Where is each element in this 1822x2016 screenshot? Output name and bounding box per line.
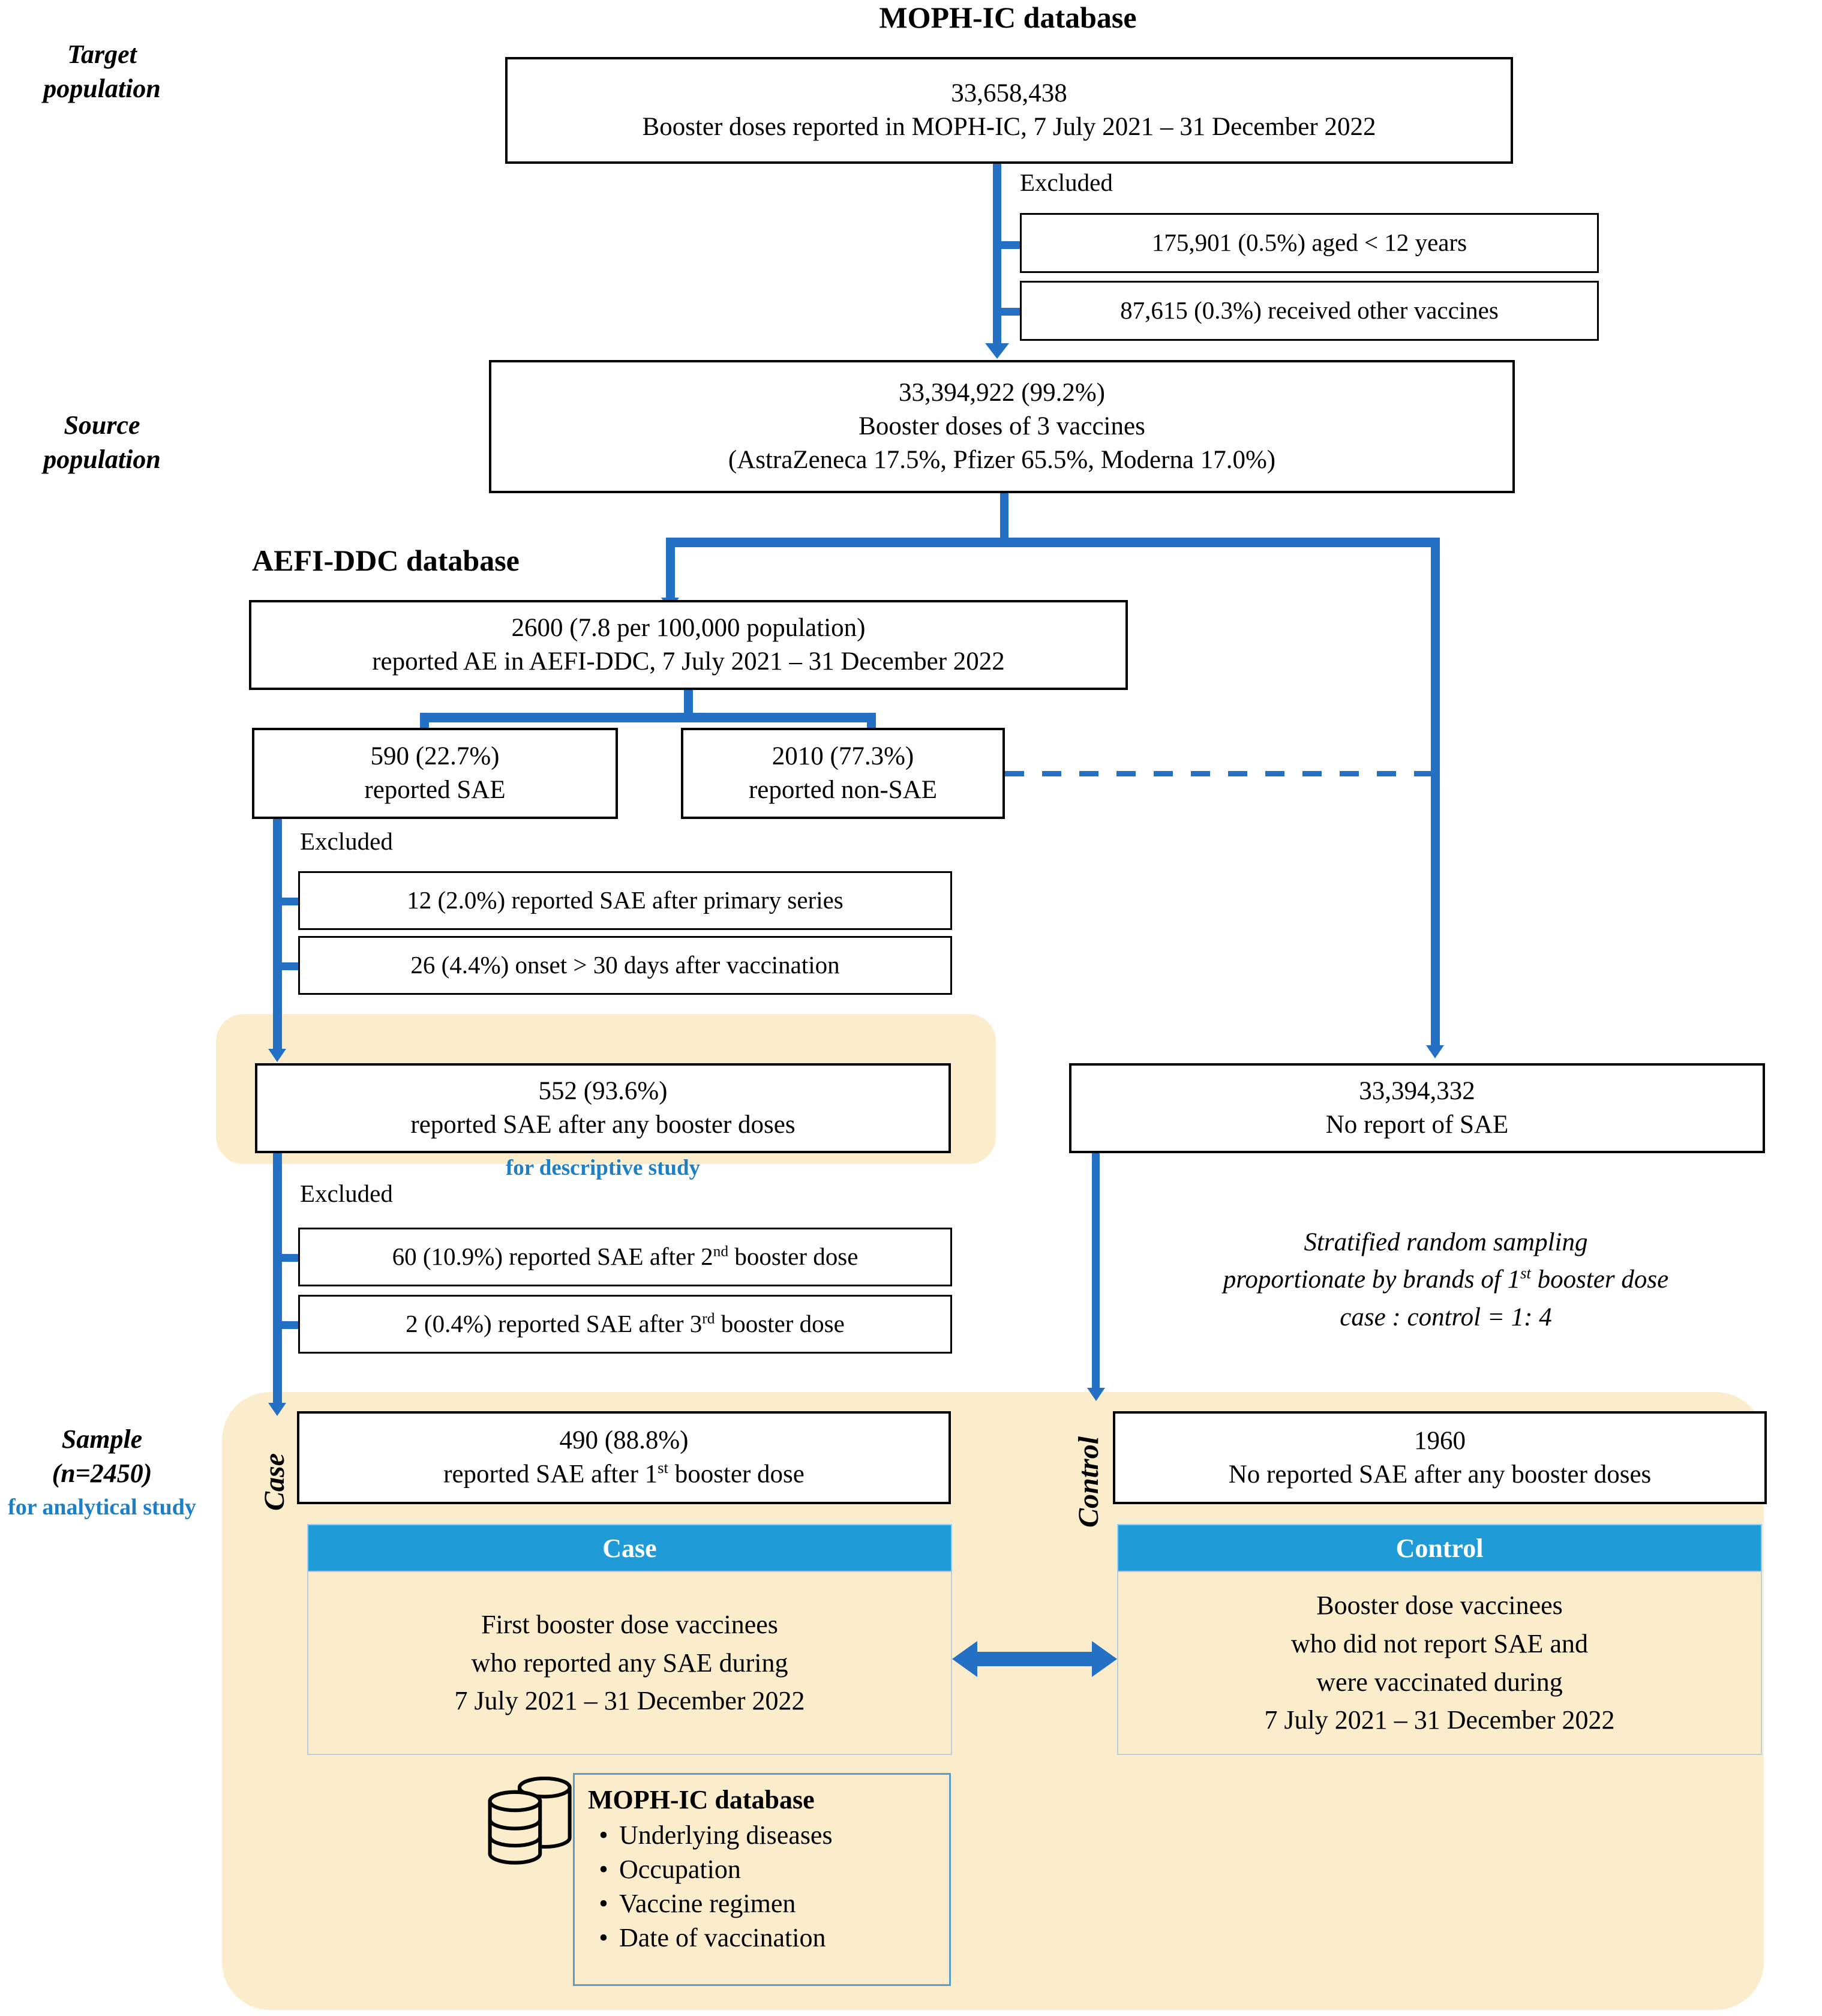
sampling-note [1116,1224,1776,1336]
sae-first-booster-count: 490 (88.8%) [559,1426,689,1455]
target-population-count: 33,658,438 [951,79,1067,108]
box-control-count [1113,1411,1767,1504]
sampling-note-line2-post: booster dose [1530,1265,1669,1294]
control-count-desc: No reported SAE after any booster doses [1228,1460,1652,1489]
excluded-caption-1: Excluded [1020,169,1113,196]
sampling-note-line3: case : control = 1: 4 [1340,1303,1552,1331]
aefi-reported-count: 2600 (7.8 per 100,000 population) [511,614,866,643]
box-sae-any-booster [255,1063,951,1153]
exclusion-2b-text: 26 (4.4%) onset > 30 days after vaccination [410,951,840,979]
arrow-sae-to-any-booster [268,1049,286,1062]
box-source-population [489,360,1515,493]
sae-any-booster-count: 552 (93.6%) [538,1077,668,1106]
source-population-count: 33,394,922 (99.2%) [899,379,1105,407]
connector-source-stem [1000,493,1008,544]
database-panel-item [588,1820,943,1850]
database-panel-item [588,1922,943,1953]
excluded-caption-2: Excluded [300,827,393,855]
database-panel-item-label: Occupation [619,1855,741,1884]
moph-ic-database-panel [573,1773,951,1986]
sampling-note-line1: Stratified random sampling [1304,1228,1588,1256]
stage-sample-note: for analytical study [8,1495,196,1520]
case-card-line-3: 7 July 2021 – 31 December 2022 [454,1686,805,1716]
case-control-arrow-left-head [952,1641,977,1677]
arm-label-case: Case [259,1453,290,1511]
exclusion-box-2b [298,936,952,995]
control-card-line-1: Booster dose vaccinees [1316,1590,1563,1620]
box-no-report-sae [1069,1063,1765,1153]
database-panel-title: MOPH-IC database [588,1785,815,1814]
bullet-icon: • [599,1889,608,1918]
arrow-source-to-no-report [1426,1045,1444,1058]
exclusion-3a-text: 60 (10.9%) reported SAE after 2nd booster dose [392,1243,859,1271]
arrow-any-booster-to-first-booster [268,1403,286,1416]
bullet-icon: • [599,1855,608,1884]
sae-any-booster-desc: reported SAE after any booster doses [410,1111,796,1139]
arrow-target-to-source [985,343,1009,359]
stage-sample-line1: Sample [61,1424,143,1454]
arm-label-control: Control [1073,1436,1104,1528]
case-control-arrow-shaft [977,1652,1100,1666]
descriptive-study-note: for descriptive study [505,1156,701,1180]
connector-sae-down [273,819,282,1053]
case-card-header [307,1524,952,1572]
database-panel-item [588,1888,943,1919]
excluded-caption-3: Excluded [300,1180,393,1207]
box-reported-sae [252,728,618,819]
exclusion-box-3a [298,1228,952,1286]
database-panel-item-label: Date of vaccination [619,1923,826,1952]
exclusion-box-1b [1020,281,1599,341]
case-card-line-2: who reported any SAE during [471,1648,788,1678]
title-aefi-ddc-database: AEFI-DDC database [252,544,520,577]
sampling-note-line2 [1116,1261,1776,1298]
box-reported-non-sae [681,728,1005,819]
sae-first-booster-desc: reported SAE after 1st booster dose [443,1459,805,1489]
title-moph-ic-database: MOPH-IC database [879,1,1137,34]
exclusion-3b-text: 2 (0.4%) reported SAE after 3rd booster dose [406,1310,845,1338]
database-panel-item-label: Vaccine regimen [619,1889,796,1918]
connector-any-booster-down [273,1153,282,1408]
stage-label-sample [0,1422,204,1523]
exclusion-1b-text: 87,615 (0.3%) received other vaccines [1120,296,1499,325]
stage-target-line2: population [43,74,161,104]
stage-target-line1: Target [67,40,137,69]
control-count-value: 1960 [1414,1426,1466,1455]
connector-source-to-no-report [1431,538,1440,1051]
box-target-population [505,57,1513,164]
exclusion-1a-text: 175,901 (0.5%) aged < 12 years [1151,229,1467,257]
aefi-reported-desc: reported AE in AEFI-DDC, 7 July 2021 – 31 December 2022 [372,647,1005,676]
stage-label-target [6,37,198,106]
control-card-header [1117,1524,1762,1572]
source-population-line3: (AstraZeneca 17.5%, Pfizer 65.5%, Moderna 17.0%) [728,445,1276,474]
connector-aefi-split-horizontal [420,713,876,722]
sampling-note-line2-pre: proportionate by brands of 1 [1223,1265,1521,1294]
source-population-line2: Booster doses of 3 vaccines [859,412,1145,441]
connector-no-report-to-control [1092,1153,1100,1393]
arrow-no-report-to-control [1087,1388,1105,1401]
no-report-sae-count: 33,394,332 [1359,1077,1475,1106]
reported-sae-desc: reported SAE [364,776,506,804]
no-report-sae-desc: No report of SAE [1325,1111,1509,1139]
exclusion-box-3b [298,1295,952,1354]
control-card-line-3: were vaccinated during [1316,1667,1563,1697]
case-card-header-label: Case [602,1533,657,1563]
box-sae-first-booster [297,1411,951,1504]
stage-label-source [6,408,198,476]
case-card-body [307,1572,952,1755]
control-card-body [1117,1572,1762,1755]
database-panel-item-label: Underlying diseases [619,1820,833,1850]
bullet-icon: • [599,1820,608,1850]
connector-target-to-source [993,164,1001,348]
connector-nonsae-dashed [1005,771,1434,776]
stage-source-line2: population [43,445,161,475]
stage-source-line1: Source [64,410,140,440]
reported-non-sae-count: 2010 (77.3%) [772,742,914,771]
database-panel-item [588,1854,943,1885]
box-aefi-reported [249,600,1128,690]
control-card-line-2: who did not report SAE and [1291,1628,1588,1658]
control-card-header-label: Control [1395,1533,1484,1563]
bullet-icon: • [599,1923,608,1952]
database-stack-icon [474,1767,588,1881]
reported-non-sae-desc: reported non-SAE [748,776,938,804]
target-population-desc: Booster doses reported in MOPH-IC, 7 July 2021 – 31 December 2022 [642,113,1376,141]
control-card-line-4: 7 July 2021 – 31 December 2022 [1264,1705,1615,1735]
connector-source-to-aefi [666,538,675,601]
exclusion-2a-text: 12 (2.0%) reported SAE after primary series [407,886,844,914]
case-card-line-1: First booster dose vaccinees [481,1609,778,1639]
database-panel-list [588,1820,943,1953]
exclusion-box-2a [298,871,952,930]
reported-sae-count: 590 (22.7%) [370,742,500,771]
exclusion-box-1a [1020,213,1599,273]
case-control-arrow-right-head [1092,1641,1117,1677]
connector-source-split-horizontal [666,538,1440,547]
stage-sample-line2: (n=2450) [52,1459,152,1489]
sampling-note-line2-sup: st [1520,1264,1531,1283]
